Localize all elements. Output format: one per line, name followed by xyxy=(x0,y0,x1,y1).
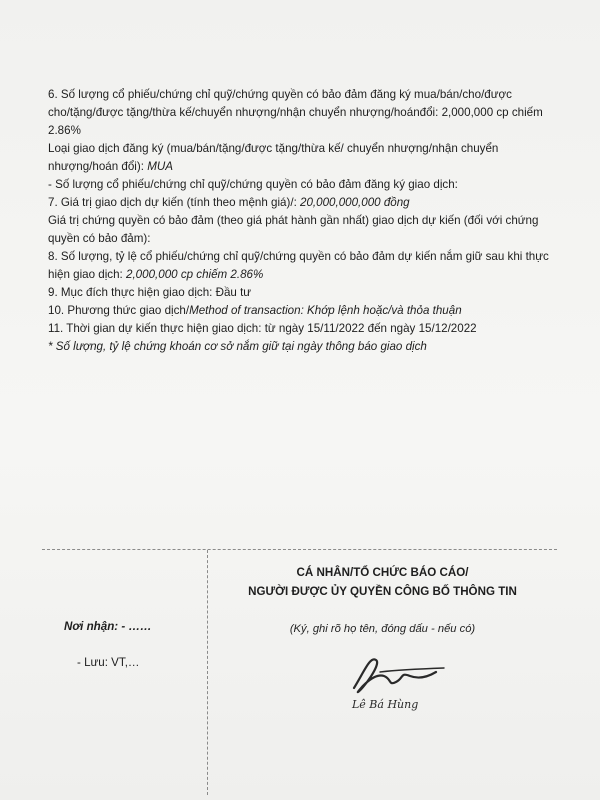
item-11-time-period: 11. Thời gian dự kiến thực hiện giao dịch: từ ngày 15/11/2022 đến ngày 15/12/2022 xyxy=(48,322,477,335)
holding-after-label: 8. Số lượng, tỷ lệ cổ phiếu/chứng chỉ quỹ/chứng quyền có bảo đảm dự kiến nắm giữ sau khi thực hiện giao dịch: xyxy=(48,250,549,281)
item-6-registered-quantity: - Số lượng cổ phiếu/chứng chỉ quỹ/chứng quyền có bảo đảm đăng ký giao dịch: xyxy=(48,178,458,191)
handwritten-signature xyxy=(336,642,456,712)
signer-name: Lê Bá Hùng xyxy=(352,698,419,711)
item-6-transaction-type xyxy=(48,140,556,176)
expected-value-label: 7. Giá trị giao dịch dự kiến (tính theo mệnh giá)/: xyxy=(48,196,297,209)
item-8-holding-after xyxy=(48,248,556,284)
item-7-warrant-value: Giá trị chứng quyền có bảo đảm (theo giá phát hành gần nhất) giao dịch dự kiến (đối với chứng quyền có bảo đảm): xyxy=(48,214,539,245)
signer-title-line1: CÁ NHÂN/TỔ CHỨC BÁO CÁO/ xyxy=(296,566,469,579)
holding-after-value: 2,000,000 cp chiếm 2.86% xyxy=(126,268,264,281)
signature-table xyxy=(42,549,557,795)
signature-instruction: (Ký, ghi rõ họ tên, đóng dấu - nếu có) xyxy=(289,623,476,635)
signer-title-line2: NGƯỜI ĐƯỢC ỦY QUYỀN CÔNG BỐ THÔNG TIN xyxy=(248,585,517,598)
item-10-method xyxy=(48,302,556,320)
item-9-purpose: 9. Mục đích thực hiện giao dịch: Đầu tư xyxy=(48,286,252,299)
document-body xyxy=(48,86,556,356)
transaction-type-label: Loại giao dịch đăng ký (mua/bán/tặng/được tặng/thừa kế/ chuyển nhượng/nhận chuyển nhượng/hoán đổi): xyxy=(48,142,499,173)
item-7-expected-value xyxy=(48,194,556,212)
method-label: 10. Phương thức giao dịch/ xyxy=(48,304,190,317)
method-value: Method of transaction: Khớp lệnh hoặc/và thỏa thuận xyxy=(189,304,462,317)
signer-cell xyxy=(208,550,557,795)
expected-value-amount: 20,000,000,000 đồng xyxy=(300,196,410,209)
recipients-label: Nơi nhận: - …… xyxy=(64,620,152,633)
recipients-cell xyxy=(42,550,208,795)
transaction-type-value: MUA xyxy=(147,160,173,173)
archive-label: - Lưu: VT,… xyxy=(77,656,140,669)
item-6-quantity: 6. Số lượng cổ phiếu/chứng chỉ quỹ/chứng quyền có bảo đảm đăng ký mua/bán/cho/được cho/tặng/được tặng/thừa kế/chuyển nhượng/nhận chuyển nhượng/hoánđổi: 2,000,000 cp chiếm 2.86% xyxy=(48,88,543,137)
footnote: * Số lượng, tỷ lệ chứng khoán cơ sở nắm giữ tại ngày thông báo giao dịch xyxy=(48,340,427,353)
